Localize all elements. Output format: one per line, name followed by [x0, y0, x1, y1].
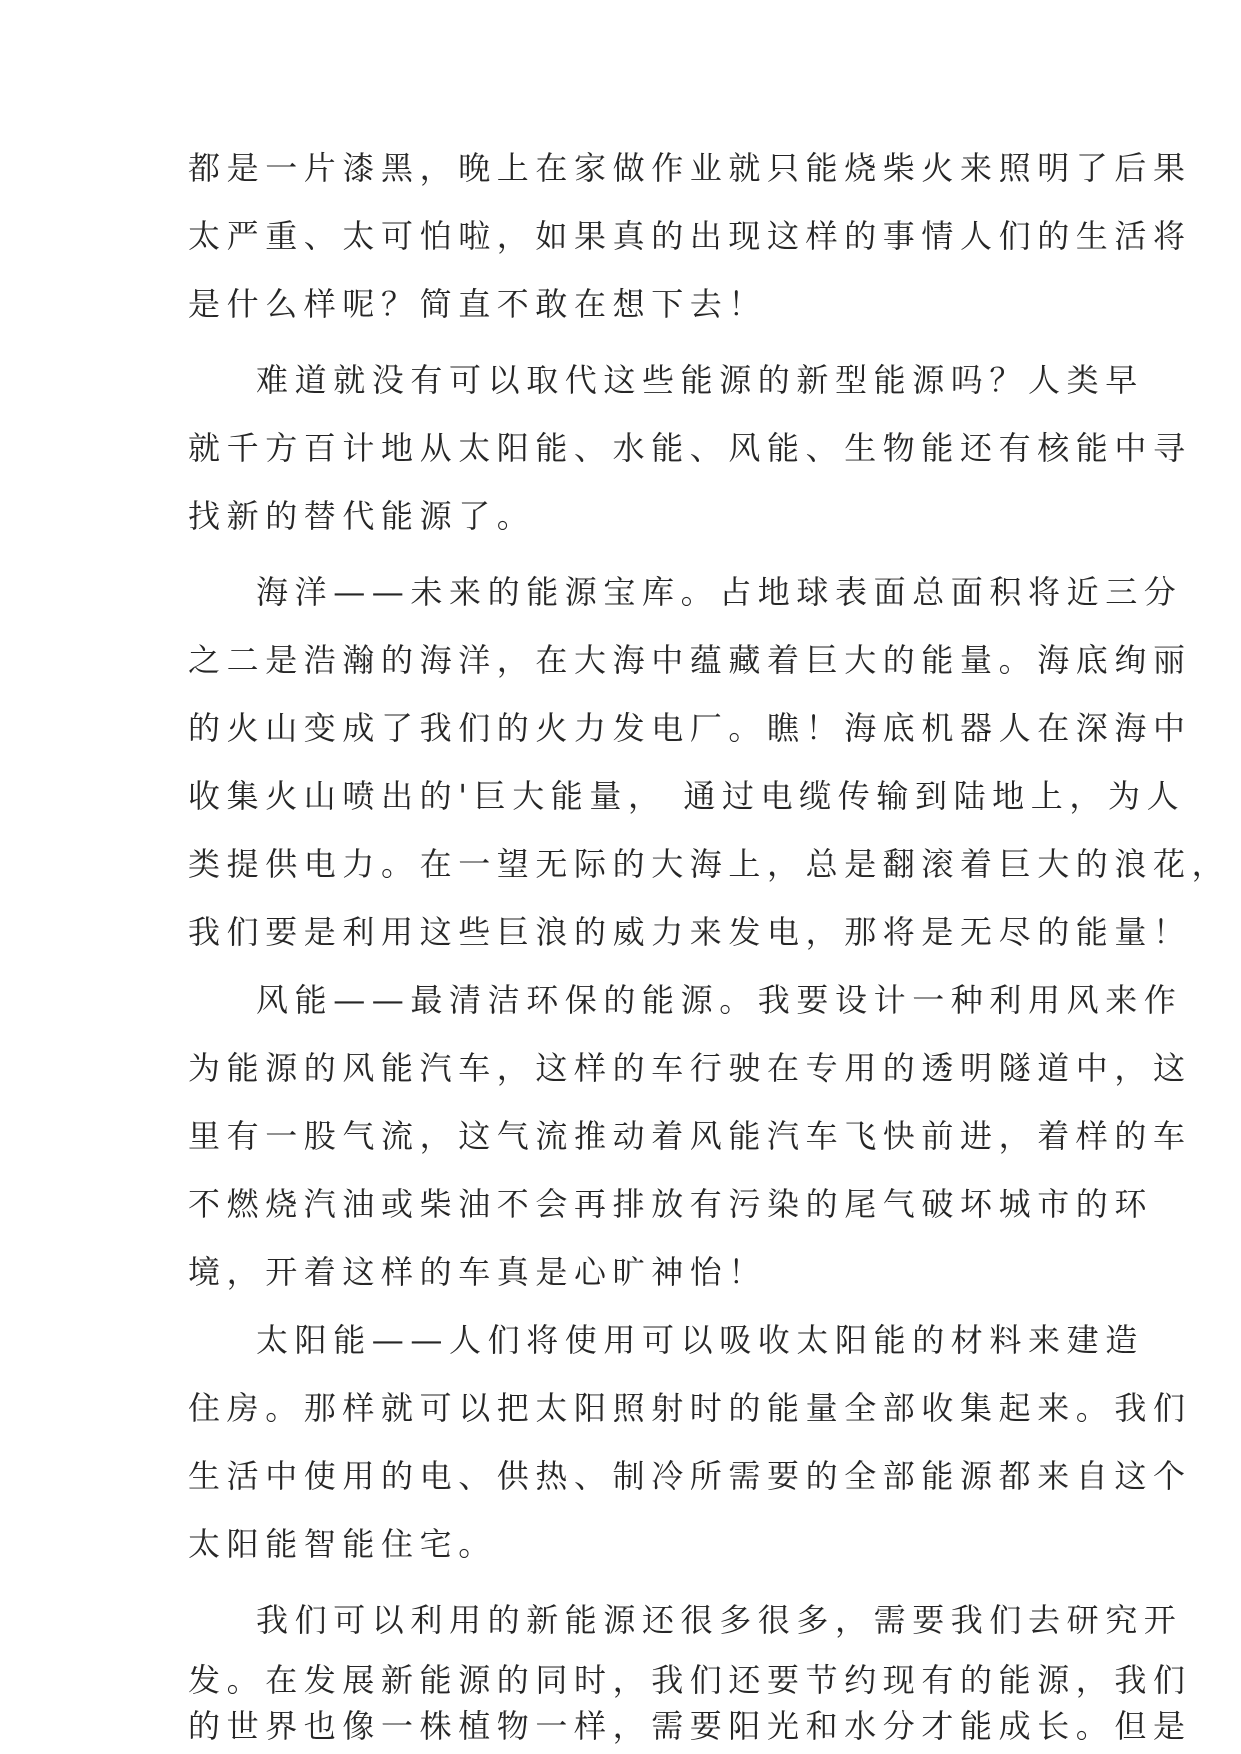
- text-line: 太阳能智能住宅。: [188, 1525, 497, 1563]
- text-line: 之二是浩瀚的海洋，在大海中蕴藏着巨大的能量。海底绚丽: [188, 641, 1192, 679]
- text-line: 太严重、太可怕啦，如果真的出现这样的事情人们的生活将: [188, 217, 1192, 255]
- text-line: 都是一片漆黑，晚上在家做作业就只能烧柴火来照明了后果: [188, 149, 1192, 187]
- text-line: 找新的替代能源了。: [188, 497, 536, 535]
- text-line: 我们可以利用的新能源还很多很多，需要我们去研究开: [256, 1601, 1183, 1639]
- text-line: 生活中使用的电、供热、制冷所需要的全部能源都来自这个: [188, 1457, 1192, 1495]
- text-line: 住房。那样就可以把太阳照射时的能量全部收集起来。我们: [188, 1389, 1192, 1427]
- text-line: 海洋——未来的能源宝库。占地球表面总面积将近三分: [256, 573, 1183, 611]
- text-line: 是什么样呢？简直不敢在想下去！: [188, 285, 768, 323]
- text-line: 就千方百计地从太阳能、水能、风能、生物能还有核能中寻: [188, 429, 1192, 467]
- text-line: 境，开着这样的车真是心旷神怡！: [188, 1253, 768, 1291]
- text-line: 我们要是利用这些巨浪的威力来发电，那将是无尽的能量！: [188, 913, 1192, 951]
- text-line: 不燃烧汽油或柴油不会再排放有污染的尾气破坏城市的环: [188, 1185, 1154, 1223]
- text-line: 为能源的风能汽车，这样的车行驶在专用的透明隧道中，这: [188, 1049, 1192, 1087]
- text-line: 难道就没有可以取代这些能源的新型能源吗？人类早: [256, 361, 1144, 399]
- text-line: 太阳能——人们将使用可以吸收太阳能的材料来建造: [256, 1321, 1144, 1359]
- text-line: 的世界也像一株植物一样，需要阳光和水分才能成长。但是: [188, 1707, 1192, 1745]
- text-line: 类提供电力。在一望无际的大海上，总是翻滚着巨大的浪花，: [188, 845, 1231, 883]
- text-line: 里有一股气流，这气流推动着风能汽车飞快前进，着样的车: [188, 1117, 1192, 1155]
- text-line: 收集火山喷出的'巨大能量， 通过电缆传输到陆地上，为人: [188, 777, 1186, 815]
- text-line: 发。在发展新能源的同时，我们还要节约现有的能源，我们: [188, 1661, 1192, 1699]
- text-line: 风能——最清洁环保的能源。我要设计一种利用风来作: [256, 981, 1183, 1019]
- text-line: 的火山变成了我们的火力发电厂。瞧！海底机器人在深海中: [188, 709, 1192, 747]
